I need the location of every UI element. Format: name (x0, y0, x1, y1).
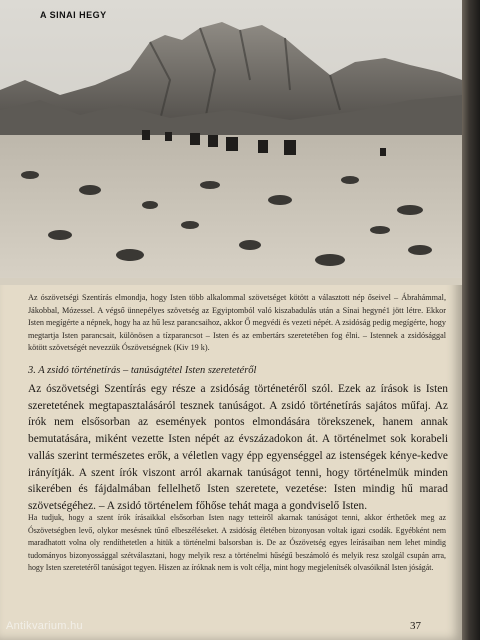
section-heading: 3. A zsidó történetírás – tanúságtétel Isten szeretetéről (28, 365, 257, 376)
photo-title: A SINAI HEGY (40, 10, 107, 20)
mount-sinai-photo (0, 0, 462, 285)
desert-landscape-image (0, 0, 462, 285)
note-paragraph: Ha tudjuk, hogy a szent írók írásaikkal elsősorban Isten nagy tetteiről akarnak tanúságot tenni, akkor érthetőek meg az Ószövetségben levő, olykor mesésnek tűnő elbeszéléseket. A zsidóság életében bizonyosan voltak igazi csodák. Egyébként nem maradhatott volna oly rendíthetetlen a hitük a történelmi balsorsban is. De az Ószövetség egyes leírásaiban nem lehet mindig tudományos bizonyossággal szétválasztani, hogy melyik resz a történelmi hűségű beszámoló és melyik resz szolgál csupán arra, hogy Isten szeretetéről tanúságot tegyen. Hiszen az íróknak nem is volt célja, mint hogy megjelenítsék olvasóiknál Isten jóságát. (28, 513, 446, 573)
body-paragraph: Az ószövetségi Szentírás egy része a zsidóság történetéről szól. Ezek az írások is Isten szeretetének megtapasztalásáról tesznek tanúságot. A zsidó történetírás sajátos műfaj. Az írók nem elsősorban az események pontos elmondására törekszenek, hanem annak bemutatására, miként vezette Isten népét az évszázadokon át. A történelmet sok korabeli vallás szerint természetes erők, a véletlen vagy épp egyenséggel az istenségek kénye-kedve irányítják. A szent írók viszont arról akarnak tanúságot tenni, hogy történelmük minden sikerében és fájdalmában fellelhető Isten szeretete, vezetése: Isten mindig hű marad szövetségéhez. – A zsidó történelem főhőse tehát maga a gondviselő Isten. (28, 383, 448, 512)
page-number: 37 (410, 620, 421, 632)
watermark-text: Antikvarium.hu (6, 620, 83, 632)
page-edge-shadow (462, 0, 480, 640)
photo-caption: Az ószövetségi Szentírás elmondja, hogy Isten több alkalommal szövetséget kötött a választott nép őseivel – Ábrahámmal, Jákobbal, Mózessel. A végső ünnepélyes szövetség az Egyiptomból való kiszabadulás után a Sínai hegyné1 jött létre. Ekkor Isten megígérte a népnek, hogy ha az hű lesz parancsaihoz, akkor Ő megvédi és vezeti népét. A zsidóság pedig megígérte, hogy megtartja Isten parancsait, különösen a tízparancsot – Isten és az embertárs szeretetében fog élni. – Istennek a zsidósággal kötött szövetségét nevezzük Ószövetségnek (Kiv 19 k). (28, 293, 446, 352)
